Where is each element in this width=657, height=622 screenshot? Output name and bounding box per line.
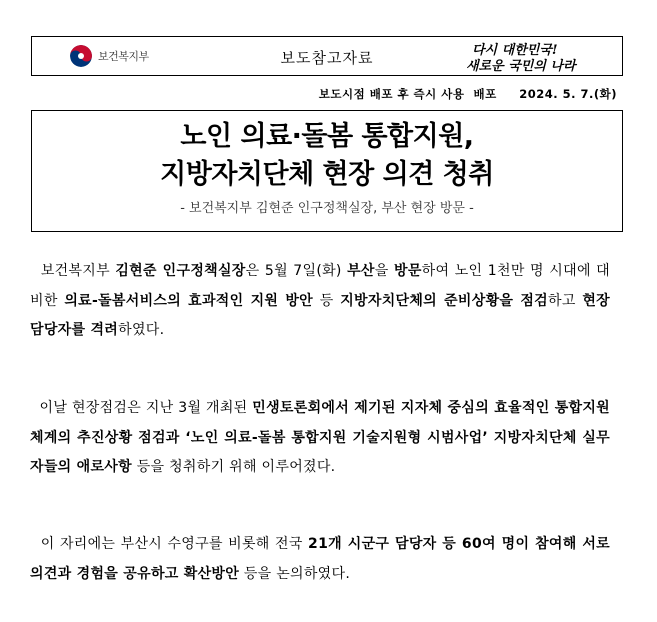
slogan-line2: 새로운 국민의 나라 — [466, 59, 576, 74]
paragraph-1-segment: 지방자치단체의 준비상황을 점검 — [340, 292, 548, 309]
body-paragraph-2 — [30, 394, 610, 483]
press-header — [31, 36, 623, 76]
paragraph-2-segment: 이날 현장점검은 지난 3월 개최된 — [30, 400, 253, 416]
paragraph-1-segment: 부산 — [347, 263, 375, 279]
paragraph-1-segment: 하였다. — [118, 322, 165, 338]
slogan-line1: 다시 대한민국! — [472, 43, 558, 58]
headline-line-1: 노인 의료·돌봄 통합지원, — [180, 121, 474, 152]
document-type: 보도참고자료 — [280, 49, 374, 67]
headline-line-2: 지방자치단체 현장 의견 청취 — [160, 159, 494, 190]
paragraph-1-segment: 보건복지부 — [30, 263, 116, 279]
paragraph-1-segment: 등 — [313, 292, 341, 309]
embargo-text: 보도시점 배포 후 즉시 사용 배포 — [318, 87, 497, 101]
ministry-name: 보건복지부 — [98, 50, 149, 63]
paragraph-3-segment: 등을 논의하였다. — [239, 565, 351, 582]
paragraph-1-segment: 하고 — [548, 292, 583, 309]
body-paragraph-1 — [30, 257, 610, 346]
paragraph-1-segment: 의료-돌봄서비스의 효과적인 지원 방안 — [64, 292, 313, 309]
subheadline: - 보건복지부 김현준 인구정책실장, 부산 현장 방문 - — [180, 201, 474, 216]
release-info — [319, 86, 617, 102]
paragraph-1-segment: 현장 담당자를 격려 — [30, 292, 610, 338]
title-box — [31, 110, 623, 232]
body-paragraph-3 — [30, 530, 610, 589]
paragraph-1-segment: 하여 노인 1천만 명 시대에 대비한 — [30, 263, 611, 309]
release-date: 2024. 5. 7.(화) — [519, 87, 617, 101]
paragraph-1-segment: 김현준 인구정책실장 — [115, 263, 246, 279]
paragraph-3-segment: 21개 시군구 담당자 등 60여 명이 참여해 서로 의견과 경험을 공유하고 확산방안 — [30, 536, 610, 582]
paragraph-1-segment: 은 5월 7일(화) — [245, 263, 348, 279]
paragraph-1-segment: 을 — [374, 263, 395, 279]
slogan-calligraphy — [464, 39, 604, 75]
paragraph-3-segment: 이 자리에는 부산시 수영구를 비롯해 전국 — [30, 536, 309, 552]
paragraph-2-segment: 등을 청취하기 위해 이루어졌다. — [131, 459, 336, 475]
paragraph-1-segment: 방문 — [394, 263, 422, 279]
paragraph-2-segment: 민생토론회에서 제기된 지자체 중심의 효율적인 통합지원체계의 추진상황 점검과 ‘노인 의료-돌봄 통합지원 기술지원형 시범사업’ 지방자치단체 실무자들의 애로사항 — [30, 400, 610, 475]
